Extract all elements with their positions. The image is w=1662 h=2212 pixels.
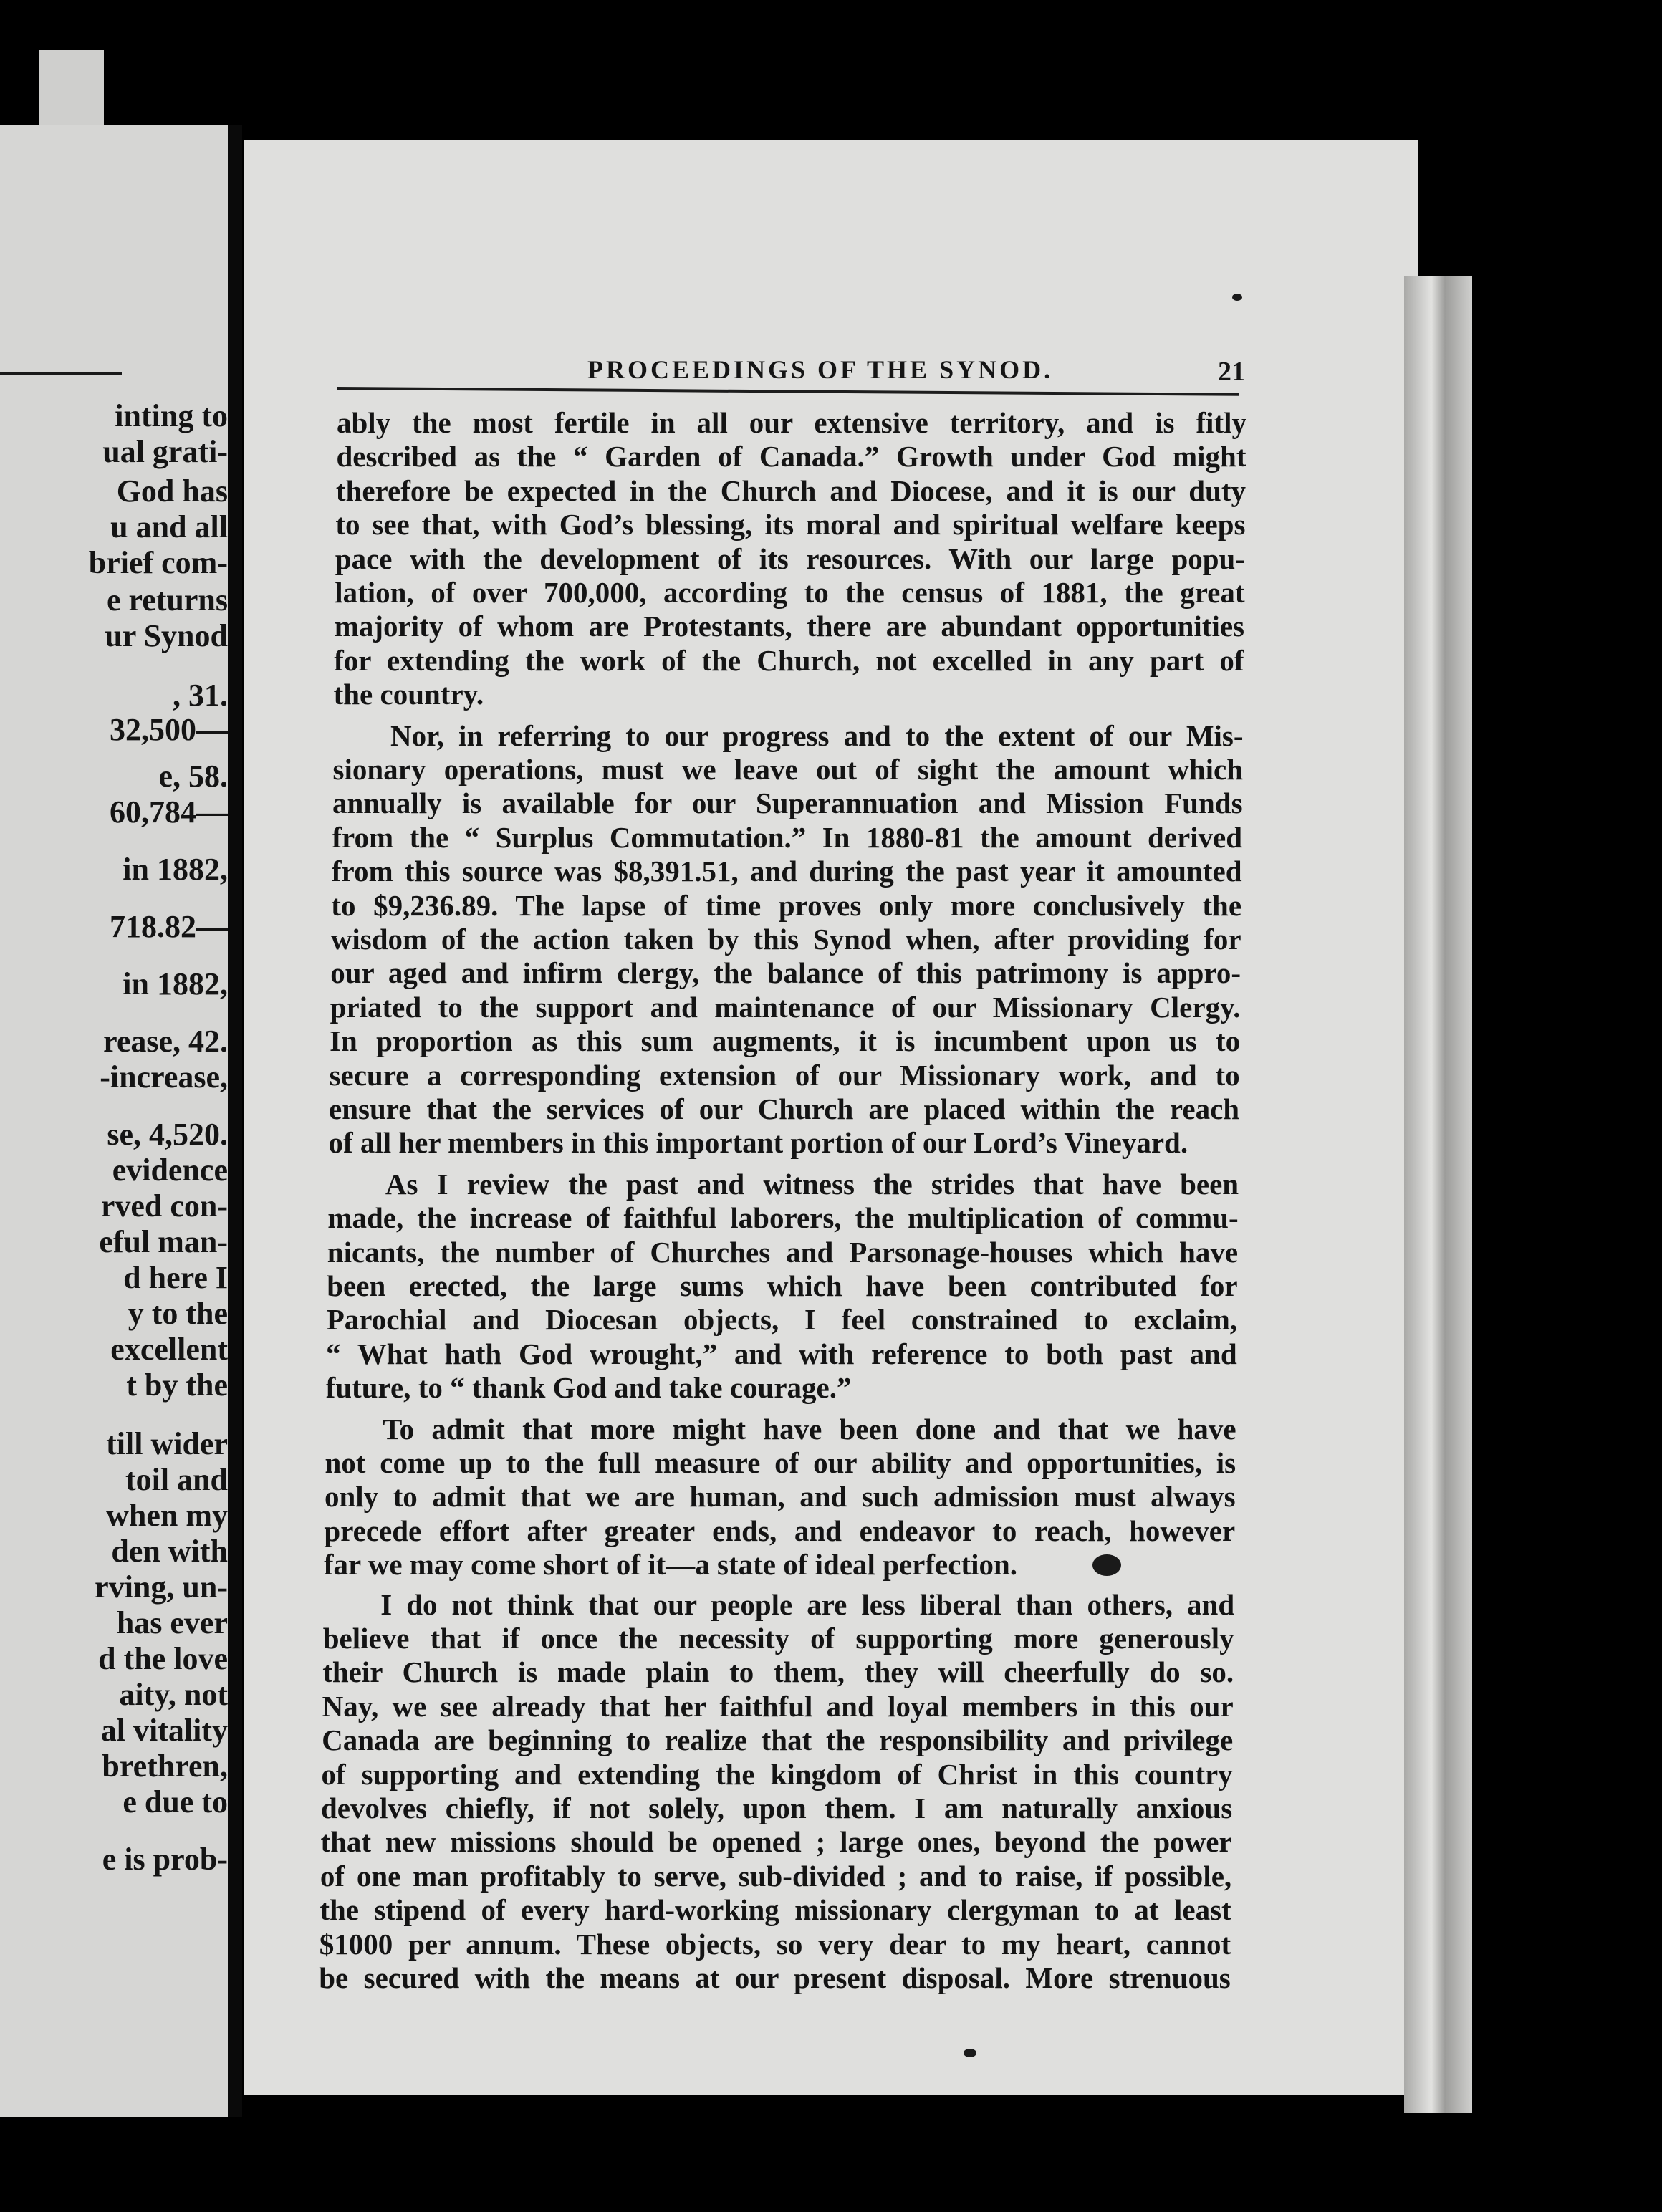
left-page-line: eful man-	[99, 1224, 228, 1259]
body-line: be secured with the means at our present disposal. More strenuous	[319, 1962, 1231, 1994]
left-page-line: 60,784—	[110, 794, 228, 830]
body-line: ensure that the services of our Church are placed within the reach	[329, 1093, 1240, 1125]
body-line: of one man profitably to serve, sub-divided ; and to raise, if possible,	[320, 1860, 1232, 1893]
body-line: To admit that more might have been done and that we have	[383, 1413, 1236, 1446]
left-page-line: God has	[116, 473, 228, 509]
left-page-line: t by the	[126, 1367, 228, 1403]
body-line: from the “ Surplus Commutation.” In 1880-81 the amount derived	[332, 821, 1243, 854]
left-page-line: till wider	[106, 1426, 228, 1461]
body-line: made, the increase of faithful laborers, the multiplication of commu-	[327, 1202, 1239, 1235]
body-line: Nay, we see already that her faithful and loyal members in this our	[322, 1690, 1234, 1723]
body-line: to see that, with God’s blessing, its moral and spiritual welfare keeps	[335, 509, 1246, 542]
body-line: their Church is made plain to them, they will cheerfully do so.	[322, 1656, 1234, 1689]
left-page-line: in 1882,	[123, 966, 228, 1001]
body-line: wisdom of the action taken by this Synod when, after providing for	[330, 923, 1241, 956]
page-number: 21	[1218, 357, 1245, 387]
left-page-line: in 1882,	[123, 852, 228, 887]
left-page-line: y to the	[128, 1296, 228, 1331]
left-page-line: e returns	[106, 582, 228, 617]
left-page-line: evidence	[112, 1153, 228, 1188]
left-page-line: has ever	[116, 1605, 228, 1640]
left-page-line: when my	[106, 1498, 228, 1533]
body-line: not come up to the full measure of our ability and opportunities, is	[325, 1447, 1236, 1479]
left-page-line: rving, un-	[95, 1569, 228, 1605]
body-line: annually is available for our Superannuation and Mission Funds	[332, 787, 1243, 820]
body-line: ably the most fertile in all our extensive territory, and is fitly	[337, 407, 1246, 439]
body-line: majority of whom are Protestants, there are abundant opportunities	[334, 610, 1245, 643]
body-line: believe that if once the necessity of supporting more generously	[322, 1622, 1234, 1655]
body-line: “ What hath God wrought,” and with reference to both past and	[326, 1337, 1237, 1370]
body-line: our aged and infirm clergy, the balance of this patrimony is appro-	[330, 957, 1241, 990]
body-line: future, to “ thank God and take courage.”	[325, 1371, 852, 1405]
left-page-line: e, 58.	[158, 759, 228, 794]
body-line: priated to the support and maintenance of our Missionary Clergy.	[330, 991, 1241, 1024]
body-line: devolves chiefly, if not solely, upon them. I am naturally anxious	[321, 1792, 1233, 1824]
left-page-line: al vitality	[100, 1713, 228, 1748]
ink-speck	[964, 2049, 976, 2057]
body-line: of all her members in this important portion of our Lord’s Vineyard.	[328, 1126, 1188, 1160]
left-page-line: e due to	[123, 1784, 228, 1819]
body-line: described as the “ Garden of Canada.” Growth under God might	[336, 441, 1246, 473]
body-line: lation, of over 700,000, according to the census of 1881, the great	[335, 577, 1245, 609]
body-line: the country.	[333, 678, 484, 711]
body-line: pace with the development of its resources. With our large popu-	[335, 542, 1246, 575]
left-page-line: , 31.	[173, 678, 228, 713]
body-line: from this source was $8,391.51, and during the past year it amounted	[331, 855, 1242, 888]
body-line: nicants, the number of Churches and Parsonage-houses which have	[327, 1236, 1239, 1269]
left-page-line: rease, 42.	[103, 1024, 228, 1059]
body-line: Parochial and Diocesan objects, I feel constrained to exclaim,	[326, 1304, 1238, 1337]
body-line: for extending the work of the Church, not excelled in any part of	[334, 644, 1244, 677]
body-line: Canada are beginning to realize that the responsibility and privilege	[322, 1724, 1234, 1757]
left-page-line: brief com-	[88, 545, 228, 580]
body-line: $1000 per annum. These objects, so very dear to my heart, cannot	[319, 1928, 1231, 1961]
body-line: In proportion as this sum augments, it is incumbent upon us to	[330, 1025, 1241, 1058]
left-page-line: d the love	[98, 1641, 228, 1676]
body-line: secure a corresponding extension of our Missionary work, and to	[329, 1059, 1240, 1092]
body-line: I do not think that our people are less liberal than others, and	[380, 1588, 1235, 1621]
ink-speck	[1232, 294, 1242, 301]
left-page-line: 32,500—	[110, 712, 228, 747]
left-page-line: d here I	[123, 1260, 228, 1295]
body-line: far we may come short of it—a state of ideal perfection.	[323, 1548, 1018, 1582]
left-page-line: brethren,	[102, 1749, 228, 1784]
left-page-line: toil and	[125, 1462, 228, 1497]
left-page-line: excellent	[110, 1332, 228, 1367]
body-line: Nor, in referring to our progress and to the extent of our Mis-	[390, 719, 1244, 752]
left-page-line: inting to	[115, 398, 228, 433]
left-page-line: ual grati-	[102, 434, 228, 469]
left-page-line: 718.82—	[110, 909, 228, 944]
left-page-line: ur Synod	[105, 618, 228, 653]
body-line: precede effort after greater ends, and endeavor to reach, however	[324, 1514, 1236, 1547]
body-line: of supporting and extending the kingdom of Christ in this country	[321, 1758, 1233, 1791]
body-line: sionary operations, must we leave out of sight the amount which	[332, 754, 1244, 786]
body-line: to $9,236.89. The lapse of time proves only more conclusively the	[331, 889, 1242, 922]
running-title: PROCEEDINGS OF THE SYNOD.	[587, 355, 1054, 384]
body-line: therefore be expected in the Church and Diocese, and it is our duty	[335, 474, 1246, 507]
body-line: only to admit that we are human, and such admission must always	[324, 1481, 1236, 1514]
left-page-line: -increase,	[100, 1059, 228, 1095]
body-line: As I review the past and witness the strides that have been	[385, 1168, 1239, 1201]
left-page-line: e is prob-	[102, 1842, 228, 1877]
body-line: the stipend of every hard-working missionary clergyman to at least	[320, 1894, 1231, 1927]
body-line: been erected, the large sums which have been contributed for	[327, 1270, 1238, 1302]
left-page-line: den with	[111, 1534, 228, 1569]
body-line: that new missions should be opened ; large ones, beyond the power	[320, 1826, 1232, 1859]
ink-blot	[1092, 1554, 1121, 1576]
left-page-line: u and all	[110, 509, 228, 544]
left-page-line: se, 4,520.	[107, 1117, 228, 1152]
left-page-line: rved con-	[100, 1188, 228, 1223]
left-page-line: aity, not	[119, 1677, 228, 1712]
